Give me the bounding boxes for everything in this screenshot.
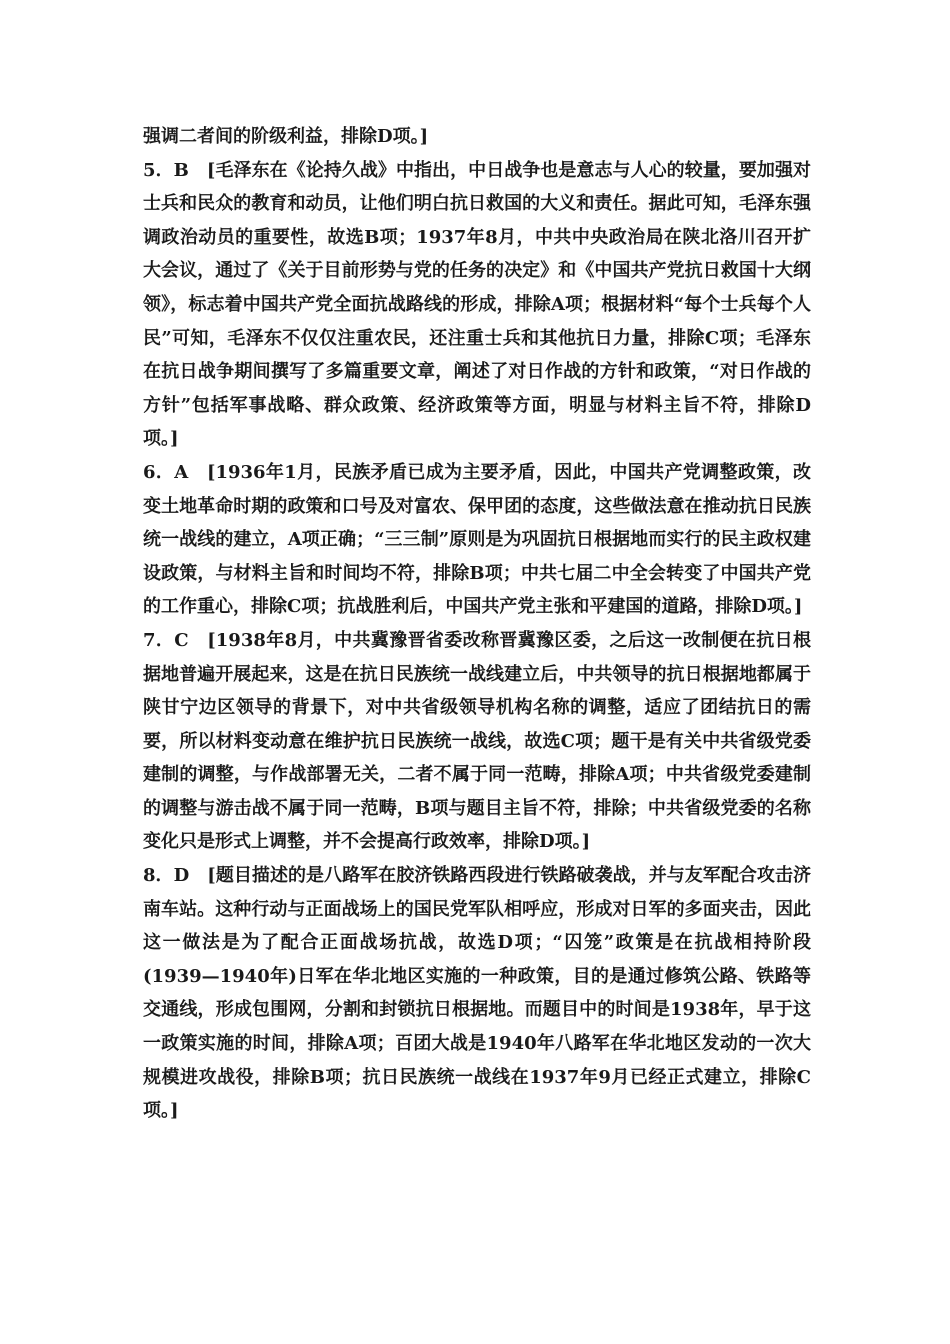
answer-5: 5．B [毛泽东在《论持久战》中指出，中日战争也是意志与人心的较量，要加强对士兵和民众的教育和动员，让他们明白抗日救国的大义和责任。据此可知，毛泽东强调政治动员的重要性，故选B项；1937年8月，中共中央政治局在陕北洛川召开扩大会议，通过了《关于目前形势与党的任务的决定》和《中国共产党抗日救国十大纲领》，标志着中国共产党全面抗战路线的形成，排除A项；根据材料“每个士兵每个人民”可知，毛泽东不仅仅注重农民，还注重士兵和其他抗日力量，排除C项；毛泽东在抗日战争期间撰写了多篇重要文章，阐述了对日作战的方针和政策，“对日作战的方针”包括军事战略、群众政策、经济政策等方面，明显与材料主旨不符，排除D项。] [143,159,811,450]
paragraph-continuation: 强调二者间的阶级利益，排除D项。] [143,126,429,147]
answer-explanations [143,120,811,1128]
answer-6: 6．A [1936年1月，民族矛盾已成为主要矛盾，因此，中国共产党调整政策，改变土地革命时期的政策和口号及对富农、保甲团的态度，这些做法意在推动抗日民族统一战线的建立，A项正确；“三三制”原则是为巩固抗日根据地而实行的民主政权建设政策，与材料主旨和时间均不符，排除B项；中共七届二中全会转变了中国共产党的工作重心，排除C项；抗战胜利后，中国共产党主张和平建国的道路，排除D项。] [143,461,811,618]
answer-7: 7．C [1938年8月，中共冀豫晋省委改称晋冀豫区委，之后这一改制便在抗日根据地普遍开展起来，这是在抗日民族统一战线建立后，中共领导的抗日根据地都属于陕甘宁边区领导的背景下，对中共省级领导机构名称的调整，适应了团结抗日的需要，所以材料变动意在维护抗日民族统一战线，故选C项；题干是有关中共省级党委建制的调整，与作战部署无关，二者不属于同一范畴，排除A项；中共省级党委建制的调整与游击战不属于同一范畴，B项与题目主旨不符，排除；中共省级党委的名称变化只是形式上调整，并不会提高行政效率，排除D项。] [143,629,811,853]
answer-8: 8．D [题目描述的是八路军在胶济铁路西段进行铁路破袭战，并与友军配合攻击济南车站。这种行动与正面战场上的国民党军队相呼应，形成对日军的多面夹击，因此这一做法是为了配合正面战场抗战，故选D项；“囚笼”政策是在抗战相持阶段(1939—1940年)日军在华北地区实施的一种政策，目的是通过修筑公路、铁路等交通线，形成包围网，分割和封锁抗日根据地。而题目中的时间是1938年，早于这一政策实施的时间，排除A项；百团大战是1940年八路军在华北地区发动的一次大规模进攻战役，排除B项；抗日民族统一战线在1937年9月已经正式建立，排除C项。] [143,865,811,1122]
